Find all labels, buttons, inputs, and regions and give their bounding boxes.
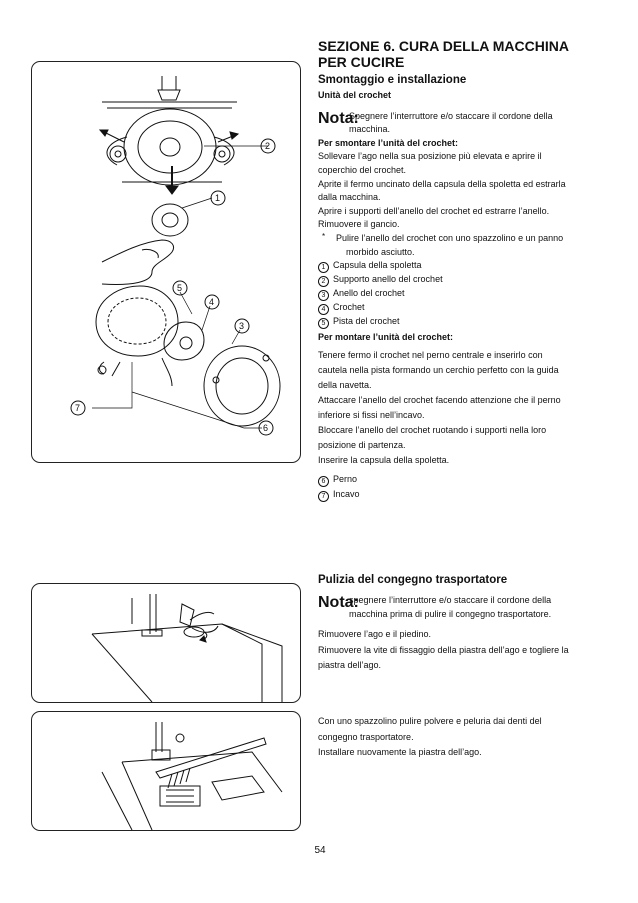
part-item xyxy=(318,287,600,301)
instruction-line: Installare nuovamente la piastra dell’ago. xyxy=(318,747,482,757)
note-label: Nota: xyxy=(318,594,359,611)
part-number: 3 xyxy=(318,290,329,301)
instruction-line: congegno trasportatore. xyxy=(318,731,414,742)
install-instructions-heading: Per montare l’unità del crochet: xyxy=(318,332,454,343)
cleaning-tip xyxy=(318,232,600,259)
note-text: spegnere l’interruttore e/o staccare il cordone della xyxy=(349,595,552,605)
instruction-line: della navetta. xyxy=(318,379,372,390)
part-item xyxy=(318,259,600,273)
part-label: Crochet xyxy=(333,302,365,313)
svg-text:2: 2 xyxy=(265,141,271,151)
instruction-line: piastra dell’ago. xyxy=(318,660,382,671)
instruction-line: Aprite il fermo uncinato della capsula della spoletta ed estrarla xyxy=(318,178,566,189)
part-label: Anello del crochet xyxy=(333,288,405,299)
hook-assembly-illustration xyxy=(31,61,301,463)
part-label: Pista del crochet xyxy=(333,316,400,327)
hook-removal-section xyxy=(318,74,600,502)
instruction-line: Bloccare l’anello del crochet ruotando i supporti nella loro xyxy=(318,424,547,435)
svg-text:1: 1 xyxy=(215,193,221,203)
part-number: 1 xyxy=(318,262,329,273)
part-number: 2 xyxy=(318,276,329,287)
instruction-line: Con uno spazzolino pulire polvere e peluria dai denti del xyxy=(318,716,542,726)
note-text: Spegnere l’interruttore e/o staccare il cordone della xyxy=(349,110,553,121)
cleaning-note xyxy=(318,594,600,621)
part-item xyxy=(318,487,600,502)
removal-subheading: Unità del crochet xyxy=(318,90,392,100)
instruction-line: Inserire la capsula della spoletta. xyxy=(318,454,450,465)
remove-instructions-heading: Per smontare l’unità del crochet: xyxy=(318,137,459,148)
part-number: 4 xyxy=(318,304,329,315)
cleaning-heading: Pulizia del congegno trasportatore xyxy=(318,574,508,586)
instruction-line: Rimuovere la vite di fissaggio della piastra dell’ago e togliere la xyxy=(318,644,569,655)
instruction-line: cautela nella pista formando un cerchio perfetto con la guida xyxy=(318,364,559,375)
instruction-line: Rimuovere l’ago e il piedino. xyxy=(318,629,432,640)
feed-dog-brush-section xyxy=(318,714,600,761)
svg-text:6: 6 xyxy=(263,423,269,433)
tip-text: morbido asciutto. xyxy=(346,246,415,257)
bullet-mark: * xyxy=(322,231,326,241)
svg-text:7: 7 xyxy=(75,403,81,413)
tip-text: Pulire l’anello del crochet con uno spazzolino e un panno xyxy=(336,232,564,243)
feed-dog-cleaning-section xyxy=(318,574,600,674)
svg-text:5: 5 xyxy=(177,283,183,293)
instruction-line: inferiore si fissi nell’incavo. xyxy=(318,409,425,420)
feed-dog-cleaning-illustration xyxy=(31,711,301,831)
part-item xyxy=(318,472,600,487)
section-title-line-2: PER CUCIRE xyxy=(318,54,405,70)
part-label: Perno xyxy=(333,473,358,484)
removal-heading: Smontaggio e installazione xyxy=(318,74,467,86)
part-item xyxy=(318,315,600,329)
part-number: 6 xyxy=(318,476,329,487)
instruction-line: posizione di partenza. xyxy=(318,439,406,450)
parts-list-2 xyxy=(318,472,600,502)
part-number: 7 xyxy=(318,491,329,502)
section-title xyxy=(318,38,608,70)
page-number: 54 xyxy=(314,845,326,856)
note-text: macchina prima di pulire il congegno trasportatore. xyxy=(349,608,552,619)
instruction-line: Aprire i supporti dell’anello del crochet ed estrarre l’anello. xyxy=(318,205,550,216)
svg-text:3: 3 xyxy=(239,321,245,331)
instruction-line: Rimuovere il gancio. xyxy=(318,219,400,230)
instruction-line: Sollevare l’ago nella sua posizione più elevata e aprire il xyxy=(318,151,542,162)
parts-list xyxy=(318,259,600,329)
remove-instructions xyxy=(318,150,600,232)
part-label: Incavo xyxy=(333,488,360,499)
instruction-line: coperchio del crochet. xyxy=(318,164,407,175)
removal-note xyxy=(318,110,600,137)
needle-plate-removal-illustration xyxy=(31,583,301,703)
instruction-line: Tenere fermo il crochet nel perno centrale e inserirlo con xyxy=(318,349,543,360)
section-title-line-1: SEZIONE 6. CURA DELLA MACCHINA xyxy=(318,38,569,54)
install-instructions xyxy=(318,348,600,468)
part-label: Supporto anello del crochet xyxy=(333,274,443,285)
note-label: Nota: xyxy=(318,109,359,127)
svg-text:4: 4 xyxy=(209,297,215,307)
note-text: macchina. xyxy=(349,124,391,135)
part-item xyxy=(318,301,600,315)
instruction-line: Attaccare l’anello del crochet facendo attenzione che il perno xyxy=(318,394,561,405)
part-number: 5 xyxy=(318,318,329,329)
instruction-line: dalla macchina. xyxy=(318,192,381,203)
part-item xyxy=(318,273,600,287)
part-label: Capsula della spoletta xyxy=(333,260,422,271)
